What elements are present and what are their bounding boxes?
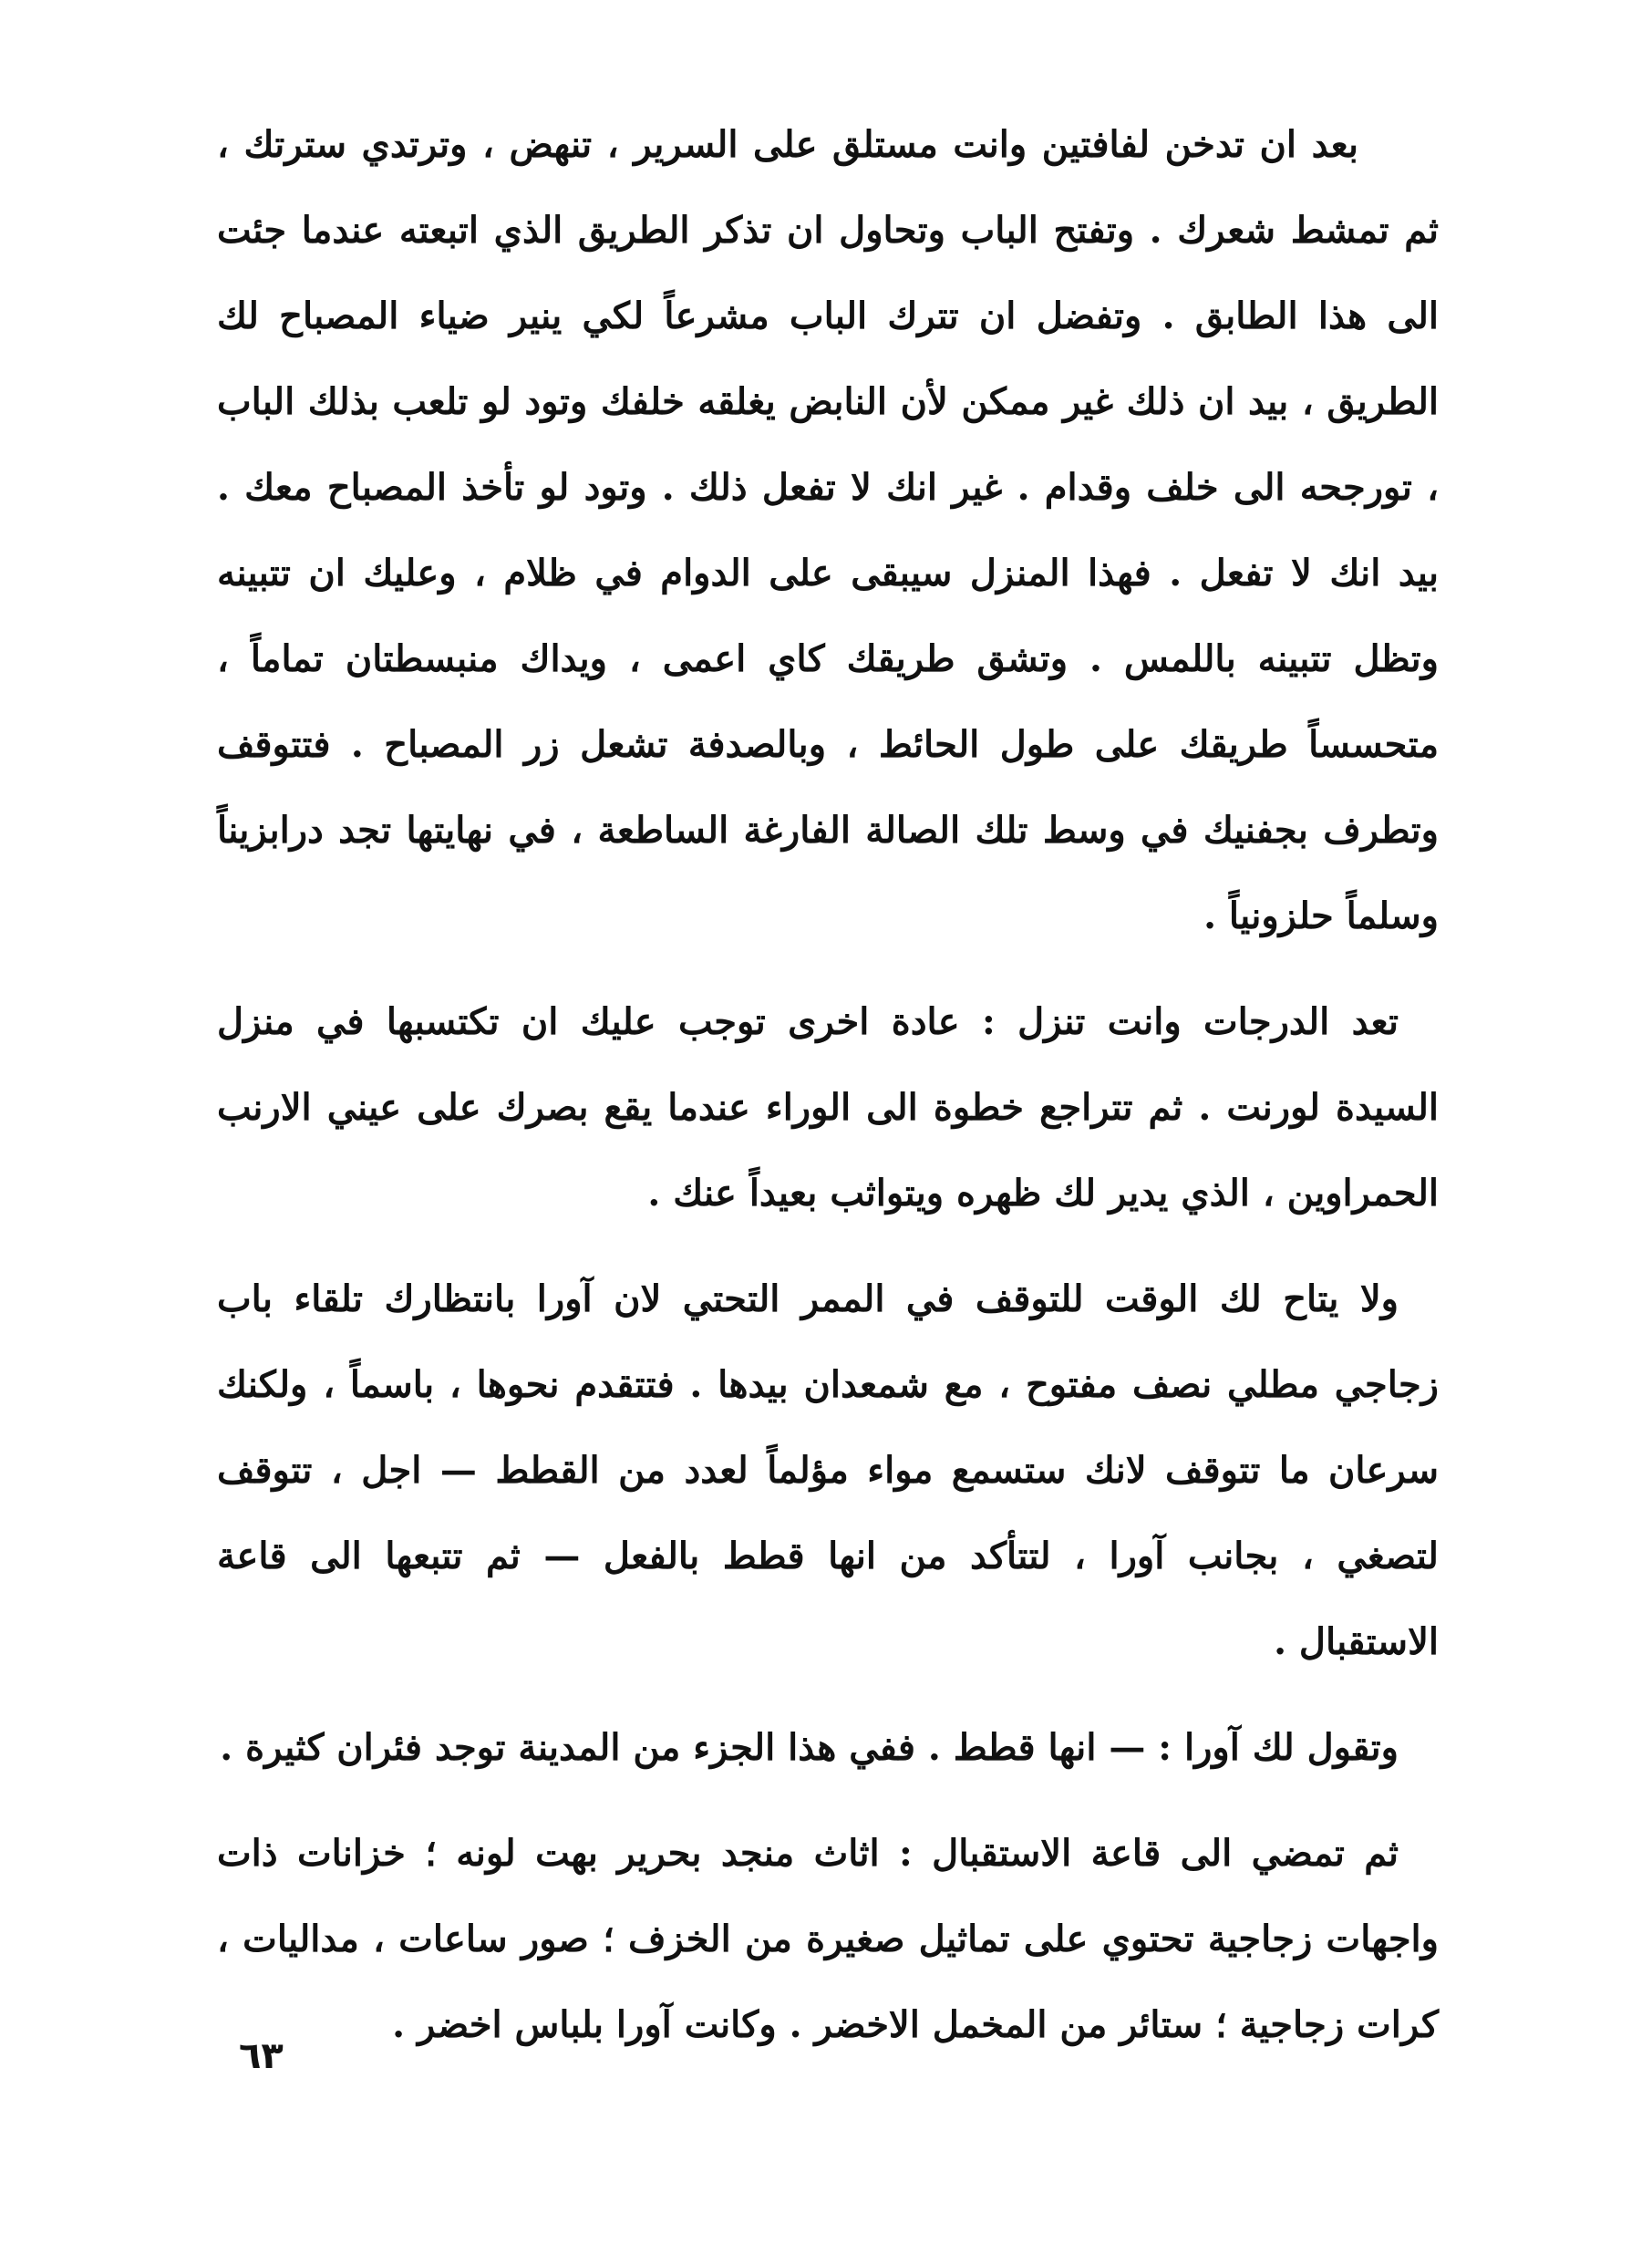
page-body xyxy=(217,102,1439,2145)
page-number: ٦٣ xyxy=(239,2035,284,2077)
paragraph-5: ثم تمضي الى قاعة الاستقبال : اثاث منجد بحرير بهت لونه ؛ خزانات ذات واجهات زجاجية تحتوي على تماثيل صغيرة من الخزف ؛ صور ساعات ، مداليات ، كرات زجاجية ؛ ستائر من المخمل الاخضر . وكانت آورا بلباس اخضر . xyxy=(217,1832,1439,2046)
paragraph-3: ولا يتاح لك الوقت للتوقف في الممر التحتي لان آورا بانتظارك تلقاء باب زجاجي مطلي نصف مفتوح ، مع شمعدان بيدها . فتتقدم نحوها ، باسماً ، ولكنك سرعان ما تتوقف لانك ستسمع مواء مؤلماً لعدد من القطط — اجل ، تتوقف لتصغي ، بجانب آورا ، لتتأكد من انها قطط بالفعل — ثم تتبعها الى قاعة الاستقبال . xyxy=(217,1277,1439,1663)
paragraph-2: تعد الدرجات وانت تنزل : عادة اخرى توجب عليك ان تكتسبها في منزل السيدة لورنت . ثم تتراجع خطوة الى الوراء عندما يقع بصرك على عيني الارنب الحمراوين ، الذي يدير لك ظهره ويتواثب بعيداً عنك . xyxy=(217,1000,1439,1215)
paragraph-4: وتقول لك آورا : — انها قطط . ففي هذا الجزء من المدينة توجد فئران كثيرة . xyxy=(220,1726,1399,1769)
paragraph-1: بعد ان تدخن لفافتين وانت مستلق على السرير ، تنهض ، وترتدي سترتك ، ثم تمشط شعرك . وتفتح الباب وتحاول ان تذكر الطريق الذي اتبعته عندما جئت الى هذا الطابق . وتفضل ان تترك الباب مشرعاً لكي ينير ضياء المصباح لك الطريق ، بيد ان ذلك غير ممكن لأن النابض يغلقه خلفك وتود لو تلعب بذلك الباب ، تورجحه الى خلف وقدام . غير انك لا تفعل ذلك . وتود لو تأخذ المصباح معك . بيد انك لا تفعل . فهذا المنزل سيبقى على الدوام في ظلام ، وعليك ان تتبينه وتظل تتبينه باللمس . وتشق طريقك كاي اعمى ، ويداك منبسطتان تماماً ، متحسساً طريقك على طول الحائط ، وبالصدفة تشعل زر المصباح . فتتوقف وتطرف بجفنيك في وسط تلك الصالة الفارغة الساطعة ، في نهايتها تجد درابزيناً وسلماً حلزونياً . xyxy=(217,123,1439,937)
